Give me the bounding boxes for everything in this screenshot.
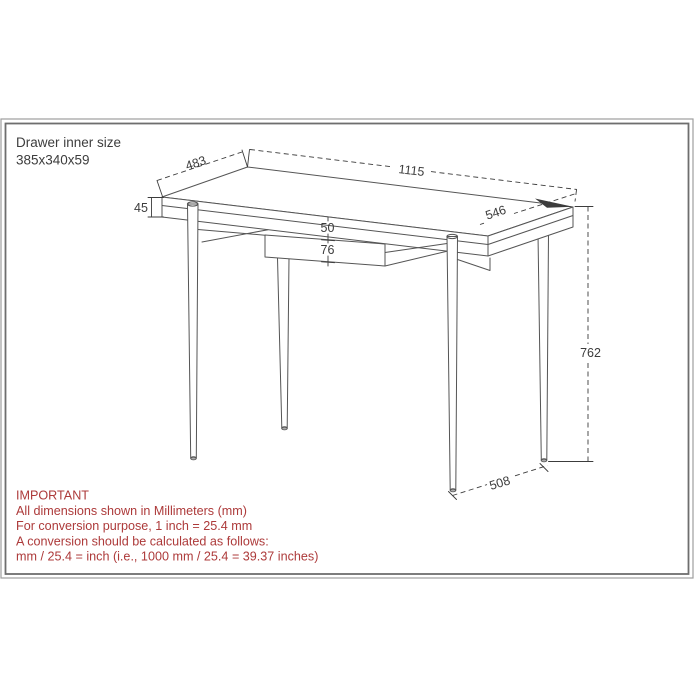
front-left-leg: [187, 202, 198, 460]
dim-top-thickness: [134, 198, 163, 218]
important-line-1: All dimensions shown in Millimeters (mm): [16, 503, 247, 518]
dim-apron-height-label: 50: [320, 221, 335, 235]
dim-top-length-label: 1115: [397, 162, 426, 179]
drawer-note-line2: 385x340x59: [16, 152, 90, 168]
right-brace-lines: [458, 258, 491, 271]
dim-left-depth-label: 483: [183, 153, 208, 174]
back-right-leg: [538, 234, 549, 462]
left-apron-lines: [198, 230, 268, 243]
back-left-leg-shaft: [278, 258, 290, 428]
front-right-leg: [447, 234, 458, 491]
front-right-leg-shaft: [447, 237, 458, 491]
dim-top-thickness-bracket: [148, 198, 164, 218]
important-note: [16, 489, 318, 564]
important-line-4: mm / 25.4 = inch (i.e., 1000 mm / 25.4 = 39.37 inches): [16, 549, 319, 564]
back-right-leg-shaft: [538, 234, 549, 460]
dim-top-thickness-label: 45: [134, 201, 148, 215]
dim-overall-height-extensions: [549, 207, 594, 462]
dim-overall-height: [549, 207, 601, 462]
dim-right-depth-label: 546: [483, 202, 508, 223]
dim-leg-span: [449, 464, 549, 500]
desk-drawing: [162, 167, 573, 492]
front-left-leg-shaft: [188, 204, 199, 458]
back-left-leg: [278, 258, 290, 430]
drawer-note: [16, 135, 121, 168]
drawer-note-line1: Drawer inner size: [16, 135, 122, 150]
important-line-3: A conversion should be calculated as follows:: [16, 534, 269, 549]
dim-top-length-tick-left: [248, 150, 250, 168]
dim-leg-span-label: 508: [487, 473, 512, 493]
dim-drawer-height-label: 76: [320, 243, 335, 257]
important-line-2: For conversion purpose, 1 inch = 25.4 mm: [16, 519, 253, 533]
dim-top-length-tick-right: [575, 190, 577, 202]
important-title: IMPORTANT: [16, 488, 89, 503]
dim-overall-height-label: 762: [580, 346, 601, 360]
